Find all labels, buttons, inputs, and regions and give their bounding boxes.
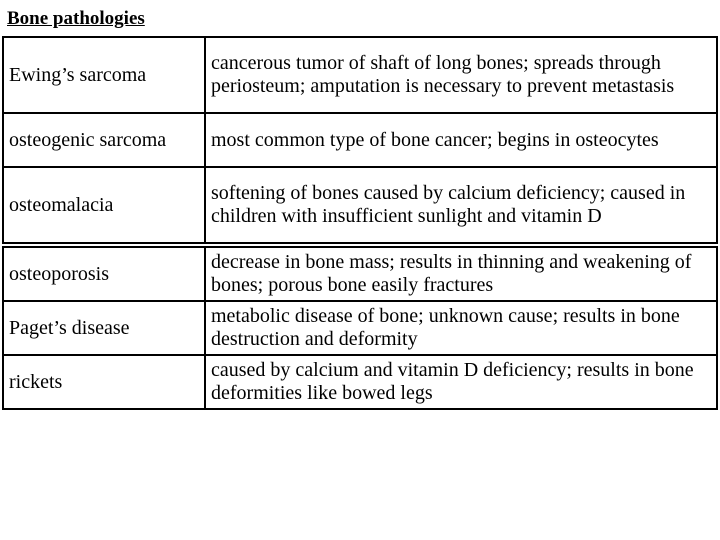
table-row xyxy=(3,247,717,301)
table-row xyxy=(3,37,717,113)
definition-cell: metabolic disease of bone; unknown cause; results in bone destruction and deformity xyxy=(205,301,717,355)
term-cell: osteomalacia xyxy=(3,167,205,243)
term-cell: osteogenic sarcoma xyxy=(3,113,205,167)
page-title: Bone pathologies xyxy=(7,8,145,29)
table-row xyxy=(3,301,717,355)
definition-cell: softening of bones caused by calcium deficiency; caused in children with insufficient sunlight and vitamin D xyxy=(205,167,717,243)
term-cell: osteoporosis xyxy=(3,247,205,301)
definition-cell: decrease in bone mass; results in thinning and weakening of bones; porous bone easily fractures xyxy=(205,247,717,301)
definition-cell: caused by calcium and vitamin D deficiency; results in bone deformities like bowed legs xyxy=(205,355,717,409)
table-row xyxy=(3,355,717,409)
table-row xyxy=(3,113,717,167)
definition-cell: cancerous tumor of shaft of long bones; spreads through periosteum; amputation is necessary to prevent metastasis xyxy=(205,37,717,113)
table-row xyxy=(3,167,717,243)
definition-cell: most common type of bone cancer; begins in osteocytes xyxy=(205,113,717,167)
pathology-table-top xyxy=(2,36,718,244)
term-cell: Paget’s disease xyxy=(3,301,205,355)
term-cell: Ewing’s sarcoma xyxy=(3,37,205,113)
pathology-table-bottom xyxy=(2,246,718,410)
term-cell: rickets xyxy=(3,355,205,409)
